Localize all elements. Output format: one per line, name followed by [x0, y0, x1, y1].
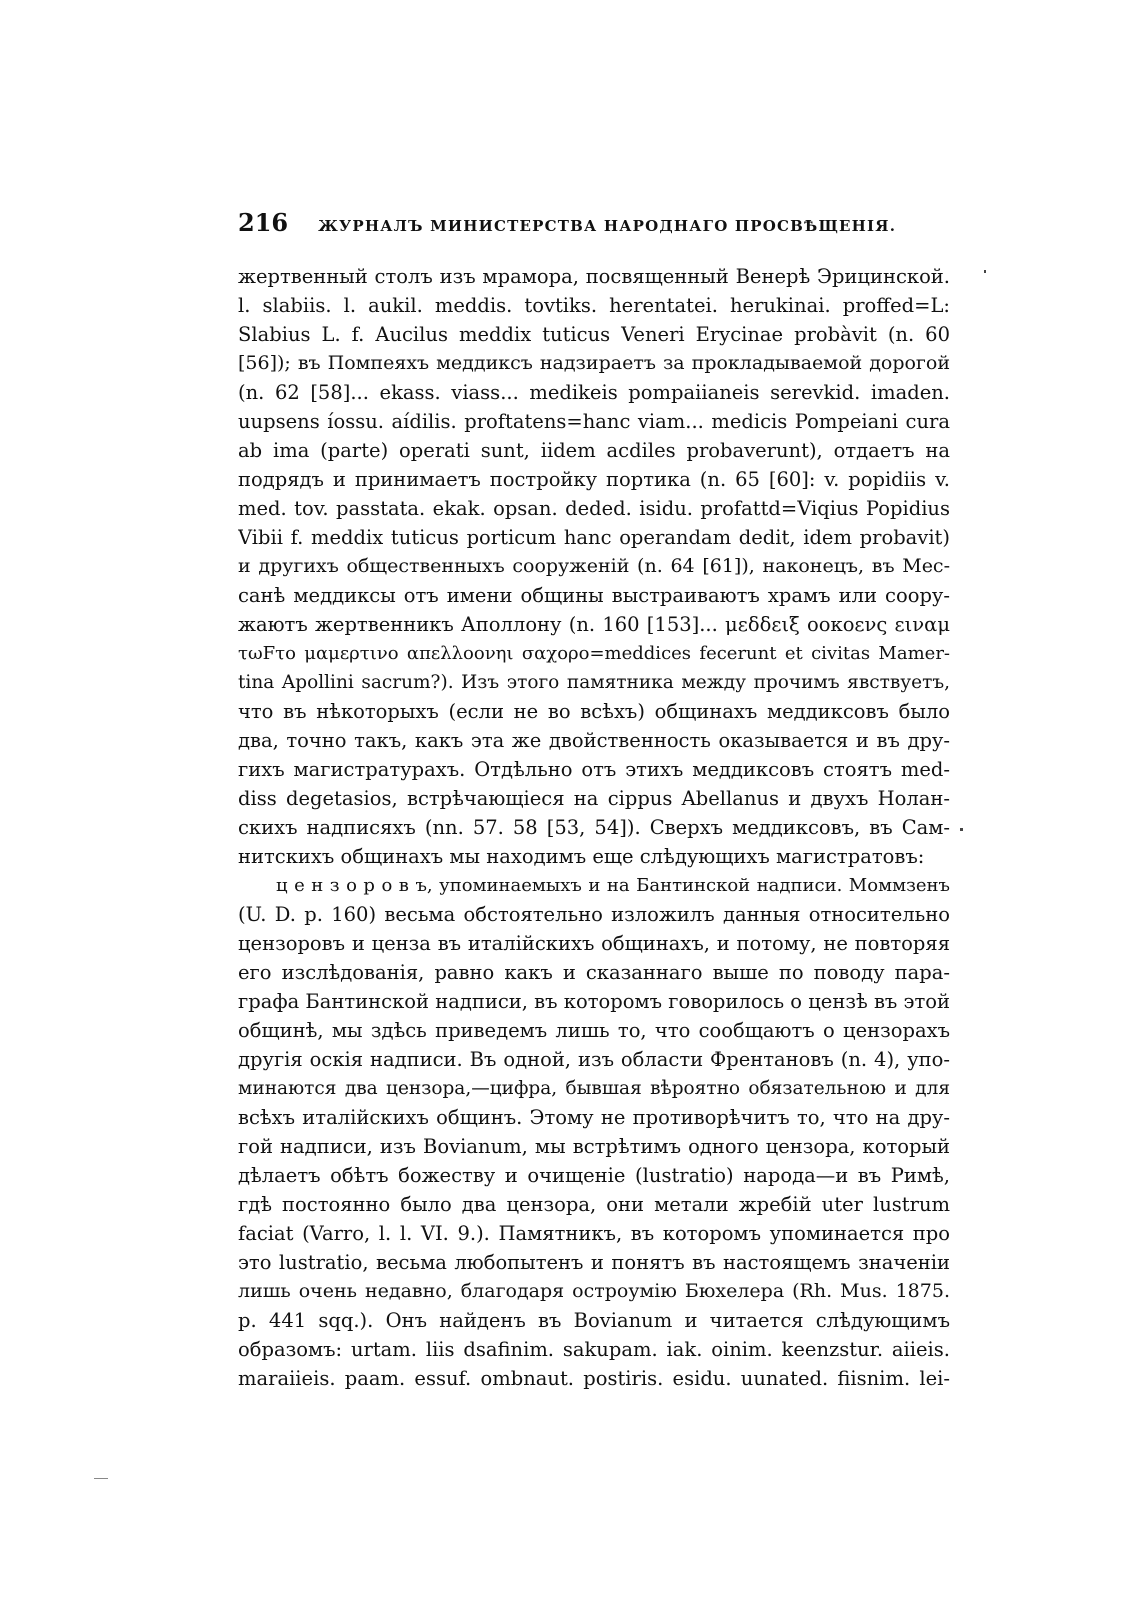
- text-line: l. slabiis. l. aukil. meddis. tovtiks. herentatei. herukinai. proffed=L:: [238, 294, 950, 317]
- text-line: подрядъ и принимаетъ постройку портика (n. 65 [60]: v. popidiis v.: [238, 468, 950, 491]
- text-line: лишь очень недавно, благодаря остроумію Бюхелера (Rh. Mus. 1875.: [238, 1280, 950, 1302]
- text-line: и другихъ общественныхъ сооруженій (n. 64 [61]), наконецъ, въ Мес-: [238, 555, 950, 577]
- body-text: [238, 262, 950, 1393]
- text-line: [56]); въ Помпеяхъ меддиксъ надзираетъ за прокладываемой дорогой: [238, 352, 950, 374]
- scan-mark: [94, 1478, 108, 1479]
- text-line: жертвенный столъ изъ мрамора, посвященный Венерѣ Эрицинской.: [238, 265, 950, 288]
- text-line: med. tov. passtata. ekak. opsan. deded. isidu. profattd=Viqius Popidius: [238, 497, 950, 520]
- text-line: общинѣ, мы здѣсь приведемъ лишь то, что сообщаютъ о цензорахъ: [238, 1019, 950, 1042]
- text-line: tina Apollini sacrum?). Изъ этого памятника между прочимъ явствуетъ,: [238, 672, 950, 693]
- text-line: faciat (Varro, l. l. VI. 9.). Памятникъ, въ которомъ упоминается про: [238, 1222, 950, 1245]
- text-line: всѣхъ италійскихъ общинъ. Этому не противорѣчитъ то, что на дру-: [238, 1106, 950, 1129]
- text-line: гой надписи, изъ Bovianum, мы встрѣтимъ одного цензора, который: [238, 1135, 950, 1158]
- page-header: [238, 208, 938, 248]
- text-line: нитскихъ общинахъ мы находимъ еще слѣдующихъ магистратовъ:: [238, 845, 925, 868]
- text-line: другія оскія надписи. Въ одной, изъ области Френтановъ (n. 4), упо-: [238, 1048, 950, 1071]
- scan-speck: [984, 270, 986, 273]
- text-line: что въ нѣкоторыхъ (если не во всѣхъ) общинахъ меддиксовъ было: [238, 700, 950, 723]
- text-line: maraiieis. paam. essuf. ombnaut. postiris. esidu. uunated. fiisnim. lei-: [238, 1367, 950, 1390]
- text-line: это lustratio, весьма любопытенъ и понятъ въ настоящемъ значеніи: [238, 1251, 950, 1274]
- scan-speck: [960, 828, 963, 831]
- page-number: 216: [238, 208, 289, 237]
- text-line: Vibii f. meddix tuticus porticum hanc operandam dedit, idem probavit): [238, 526, 950, 549]
- paragraph-start-line: ц е н з о р о в ъ, упоминаемыхъ и на Бантинской надписи. Моммзенъ: [276, 875, 950, 896]
- text-line: два, точно такъ, какъ эта же двойственность оказывается и въ дру-: [238, 729, 950, 752]
- text-line: τωFτο μαμερτινο απελλοονηι σαχορο=meddices fecerunt et civitas Mamer-: [238, 643, 950, 664]
- text-line: скихъ надписяхъ (nn. 57. 58 [53, 54]). Сверхъ меддиксовъ, въ Сам-: [238, 816, 950, 839]
- text-line: (U. D. p. 160) весьма обстоятельно изложилъ данныя относительно: [238, 903, 950, 926]
- text-line: (n. 62 [58]... ekass. viass... medikeis pompaiianeis serevkid. imaden.: [238, 381, 950, 404]
- text-line: Slabius L. f. Aucilus meddix tuticus Veneri Erycinae probàvit (n. 60: [238, 323, 950, 346]
- text-line: графа Бантинской надписи, въ которомъ говорилось о цензѣ въ этой: [238, 990, 950, 1013]
- text-line: дѣлаетъ обѣтъ божеству и очищеніе (lustratio) народа—и въ Римѣ,: [238, 1164, 950, 1187]
- text-line: p. 441 sqq.). Онъ найденъ въ Bovianum и читается слѣдующимъ: [238, 1309, 950, 1332]
- text-line: минаются два цензора,—цифра, бывшая вѣроятно обязательною и для: [238, 1078, 950, 1099]
- text-line: цензоровъ и ценза въ италійскихъ общинахъ, и потому, не повторяя: [238, 932, 950, 955]
- text-line: его изслѣдованія, равно какъ и сказаннаго выше по поводу пара-: [238, 961, 950, 984]
- text-line: uupsens íossu. aídilis. proftatens=hanc viam... medicis Pompeiani cura: [238, 410, 950, 433]
- text-line: санѣ меддиксы отъ имени общины выстраиваютъ храмъ или соору-: [238, 584, 950, 607]
- text-line: жаютъ жертвенникъ Аполлону (n. 160 [153]... μεδδειξ οοκοενς ειναμ: [238, 613, 950, 636]
- text-line: гихъ магистратурахъ. Отдѣльно отъ этихъ меддиксовъ стоятъ med-: [238, 758, 950, 781]
- text-line: образомъ: urtam. liis dsafinim. sakupam. iak. oinim. keenzstur. aiieis.: [238, 1338, 950, 1361]
- text-line: ab ima (parte) operati sunt, iidem acdiles probaverunt), отдаетъ на: [238, 439, 950, 462]
- text-line: гдѣ постоянно было два цензора, они метали жребій uter lustrum: [238, 1193, 950, 1216]
- running-title: ЖУРНАЛЪ МИНИСТЕРСТВА НАРОДНАГО ПРОСВѢЩЕНІЯ.: [318, 217, 897, 235]
- text-line: diss degetasios, встрѣчающіеся на cippus Abellanus и двухъ Нолан-: [238, 787, 950, 810]
